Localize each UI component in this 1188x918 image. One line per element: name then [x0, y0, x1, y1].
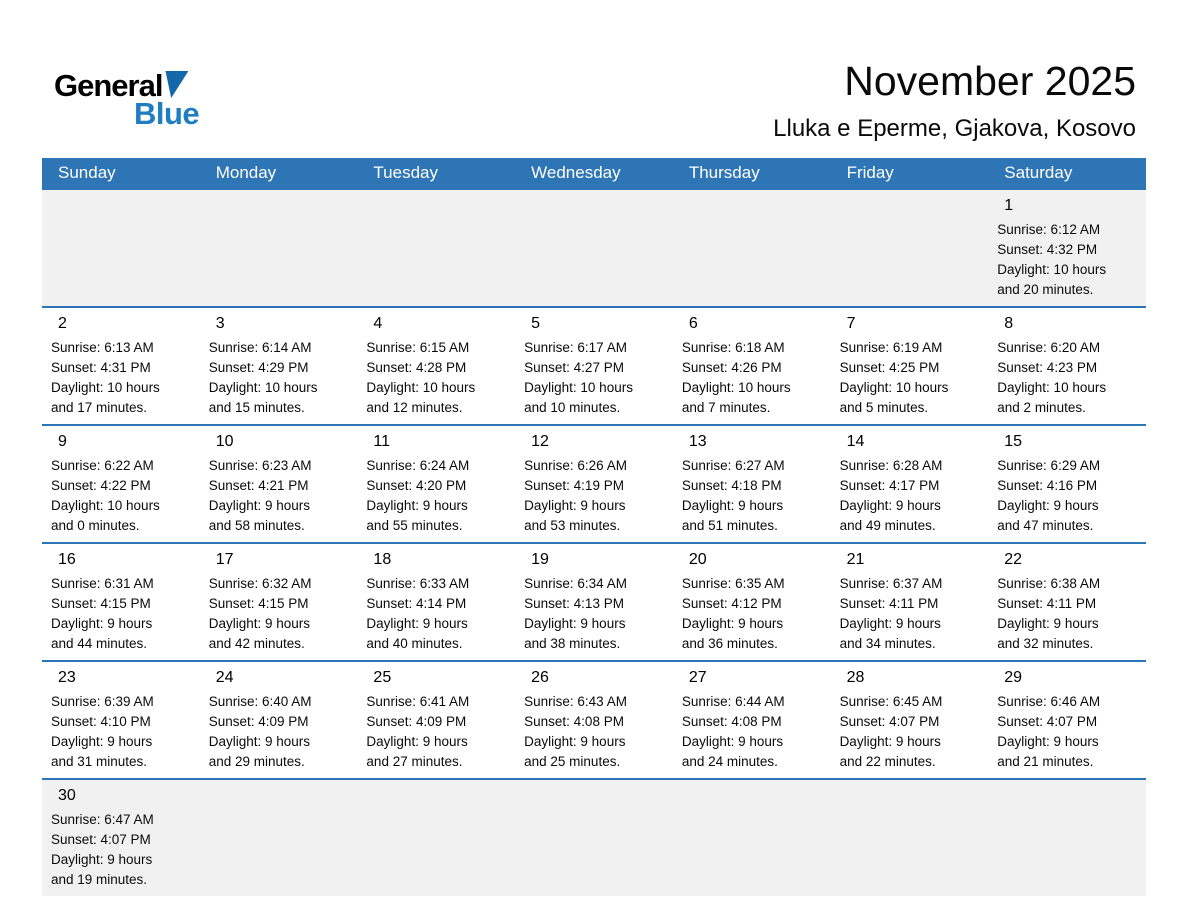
sunset-text: Sunset: 4:19 PM	[524, 478, 624, 493]
logo-triangle-icon	[165, 71, 188, 98]
daylight-text: Daylight: 9 hours	[839, 498, 941, 513]
sunrise-text: Sunrise: 6:19 AM	[839, 340, 943, 355]
daylight-text: Daylight: 10 hours	[997, 380, 1107, 395]
logo-text-general: General	[54, 68, 163, 103]
daylight-text: and 53 minutes.	[524, 518, 621, 533]
daylight-text: Daylight: 9 hours	[208, 734, 311, 749]
week-row	[42, 306, 1146, 424]
empty-day-cell	[673, 780, 831, 896]
daylight-text: Daylight: 9 hours	[681, 616, 784, 631]
day-number: 24	[215, 669, 234, 686]
day-cell	[831, 544, 989, 660]
day-number: 7	[846, 315, 856, 332]
day-number: 12	[531, 433, 549, 450]
daylight-text: Daylight: 9 hours	[839, 734, 941, 749]
daylight-text: and 47 minutes.	[997, 518, 1094, 533]
weekday-header-row	[42, 158, 1146, 188]
daylight-text: Daylight: 9 hours	[51, 734, 153, 749]
sunrise-text: Sunrise: 6:32 AM	[208, 576, 312, 591]
day-number: 26	[531, 669, 549, 686]
empty-day-cell	[988, 780, 1146, 896]
sunrise-text: Sunrise: 6:34 AM	[524, 576, 627, 591]
day-cell	[515, 426, 673, 542]
empty-day-cell	[42, 190, 200, 306]
day-number: 21	[846, 551, 865, 568]
daylight-text: and 0 minutes.	[51, 518, 140, 533]
sunrise-text: Sunrise: 6:35 AM	[681, 576, 785, 591]
day-number: 14	[846, 433, 865, 450]
day-number: 6	[688, 315, 698, 332]
day-cell	[988, 426, 1146, 542]
sunset-text: Sunset: 4:20 PM	[366, 478, 467, 493]
day-number: 27	[688, 669, 707, 686]
sunrise-text: Sunrise: 6:37 AM	[839, 576, 943, 591]
daylight-text: and 55 minutes.	[366, 518, 463, 533]
day-cell	[831, 662, 989, 778]
daylight-text: and 36 minutes.	[681, 636, 778, 651]
sunrise-text: Sunrise: 6:27 AM	[681, 458, 785, 473]
day-cell	[515, 544, 673, 660]
day-cell	[515, 662, 673, 778]
daylight-text: and 27 minutes.	[366, 754, 463, 769]
sunrise-text: Sunrise: 6:47 AM	[51, 812, 154, 827]
daylight-text: and 38 minutes.	[524, 636, 621, 651]
day-number: 1	[1004, 197, 1014, 214]
sunrise-text: Sunrise: 6:28 AM	[839, 458, 943, 473]
sunrise-text: Sunrise: 6:46 AM	[997, 694, 1101, 709]
sunrise-text: Sunrise: 6:22 AM	[51, 458, 154, 473]
day-cell	[673, 544, 831, 660]
empty-day-cell	[515, 190, 673, 306]
weekday-tuesday: Tuesday	[373, 163, 438, 182]
day-number: 10	[215, 433, 234, 450]
daylight-text: Daylight: 10 hours	[208, 380, 318, 395]
day-cell	[357, 544, 515, 660]
sunset-text: Sunset: 4:08 PM	[524, 714, 624, 729]
empty-day-cell	[200, 190, 358, 306]
day-number: 29	[1004, 669, 1023, 686]
sunrise-text: Sunrise: 6:14 AM	[208, 340, 312, 355]
day-cell	[673, 308, 831, 424]
sunset-text: Sunset: 4:07 PM	[997, 714, 1098, 729]
sunset-text: Sunset: 4:18 PM	[681, 478, 782, 493]
day-number: 13	[688, 433, 707, 450]
sunset-text: Sunset: 4:09 PM	[208, 714, 309, 729]
daylight-text: and 22 minutes.	[839, 754, 936, 769]
empty-day-cell	[831, 780, 989, 896]
sunset-text: Sunset: 4:22 PM	[51, 478, 151, 493]
daylight-text: and 25 minutes.	[524, 754, 621, 769]
logo-text-blue: Blue	[134, 96, 200, 131]
day-cell	[42, 426, 200, 542]
daylight-text: Daylight: 9 hours	[524, 616, 626, 631]
sunset-text: Sunset: 4:07 PM	[51, 832, 151, 847]
daylight-text: Daylight: 10 hours	[524, 380, 633, 395]
day-number: 19	[531, 551, 549, 568]
daylight-text: and 42 minutes.	[208, 636, 305, 651]
sunrise-text: Sunrise: 6:43 AM	[524, 694, 627, 709]
daylight-text: and 51 minutes.	[681, 518, 778, 533]
day-cell	[42, 544, 200, 660]
sunset-text: Sunset: 4:07 PM	[839, 714, 940, 729]
empty-day-cell	[357, 190, 515, 306]
daylight-text: Daylight: 10 hours	[51, 498, 160, 513]
day-cell	[831, 426, 989, 542]
week-row	[42, 542, 1146, 660]
sunrise-text: Sunrise: 6:23 AM	[208, 458, 312, 473]
sunset-text: Sunset: 4:28 PM	[366, 360, 467, 375]
daylight-text: Daylight: 9 hours	[51, 616, 153, 631]
daylight-text: Daylight: 9 hours	[681, 498, 784, 513]
sunrise-text: Sunrise: 6:24 AM	[366, 458, 470, 473]
daylight-text: Daylight: 9 hours	[997, 616, 1099, 631]
general-blue-logo	[54, 70, 199, 129]
day-cell	[988, 544, 1146, 660]
sunrise-text: Sunrise: 6:31 AM	[51, 576, 154, 591]
daylight-text: Daylight: 9 hours	[208, 616, 311, 631]
day-number: 17	[215, 551, 234, 568]
daylight-text: and 31 minutes.	[51, 754, 148, 769]
sunrise-text: Sunrise: 6:45 AM	[839, 694, 943, 709]
daylight-text: and 34 minutes.	[839, 636, 936, 651]
day-number: 28	[846, 669, 865, 686]
daylight-text: Daylight: 9 hours	[51, 852, 153, 867]
day-cell	[357, 308, 515, 424]
sunrise-text: Sunrise: 6:20 AM	[997, 340, 1101, 355]
daylight-text: Daylight: 9 hours	[524, 734, 626, 749]
sunset-text: Sunset: 4:25 PM	[839, 360, 940, 375]
weekday-friday: Friday	[846, 163, 894, 182]
sunrise-text: Sunrise: 6:15 AM	[366, 340, 470, 355]
day-cell	[200, 308, 358, 424]
day-number: 25	[373, 669, 392, 686]
empty-day-cell	[673, 190, 831, 306]
sunset-text: Sunset: 4:26 PM	[681, 360, 782, 375]
daylight-text: Daylight: 9 hours	[997, 498, 1099, 513]
day-number: 9	[58, 433, 67, 450]
daylight-text: and 32 minutes.	[997, 636, 1094, 651]
daylight-text: Daylight: 10 hours	[997, 262, 1107, 277]
empty-day-cell	[515, 780, 673, 896]
empty-day-cell	[831, 190, 989, 306]
daylight-text: and 5 minutes.	[839, 400, 929, 415]
sunset-text: Sunset: 4:17 PM	[839, 478, 940, 493]
day-number: 22	[1004, 551, 1023, 568]
day-number: 30	[58, 787, 76, 804]
day-number: 8	[1004, 315, 1014, 332]
sunset-text: Sunset: 4:21 PM	[208, 478, 309, 493]
day-number: 23	[58, 669, 76, 686]
daylight-text: Daylight: 9 hours	[366, 498, 468, 513]
weekday-monday: Monday	[215, 163, 277, 182]
day-cell	[42, 780, 200, 896]
daylight-text: Daylight: 9 hours	[366, 616, 468, 631]
day-cell	[988, 662, 1146, 778]
day-number: 5	[531, 315, 541, 332]
empty-day-cell	[200, 780, 358, 896]
daylight-text: and 29 minutes.	[208, 754, 305, 769]
day-number: 15	[1004, 433, 1023, 450]
day-number: 11	[373, 433, 391, 450]
sunset-text: Sunset: 4:11 PM	[997, 596, 1097, 611]
day-cell	[515, 308, 673, 424]
page-location: Lluka e Eperme, Gjakova, Kosovo	[773, 115, 1136, 142]
day-cell	[988, 190, 1146, 306]
sunrise-text: Sunrise: 6:29 AM	[997, 458, 1101, 473]
calendar-weeks	[42, 188, 1146, 896]
daylight-text: and 17 minutes.	[51, 400, 148, 415]
daylight-text: Daylight: 10 hours	[366, 380, 476, 395]
daylight-text: and 21 minutes.	[997, 754, 1094, 769]
day-cell	[357, 662, 515, 778]
sunset-text: Sunset: 4:08 PM	[681, 714, 782, 729]
sunset-text: Sunset: 4:12 PM	[681, 596, 782, 611]
daylight-text: and 24 minutes.	[681, 754, 778, 769]
weekday-wednesday: Wednesday	[531, 163, 621, 182]
sunrise-text: Sunrise: 6:26 AM	[524, 458, 627, 473]
sunset-text: Sunset: 4:16 PM	[997, 478, 1098, 493]
week-row	[42, 778, 1146, 896]
sunset-text: Sunset: 4:14 PM	[366, 596, 467, 611]
day-cell	[673, 426, 831, 542]
day-number: 4	[373, 315, 383, 332]
daylight-text: Daylight: 9 hours	[366, 734, 468, 749]
day-cell	[673, 662, 831, 778]
daylight-text: Daylight: 9 hours	[997, 734, 1099, 749]
daylight-text: and 44 minutes.	[51, 636, 148, 651]
day-cell	[988, 308, 1146, 424]
sunset-text: Sunset: 4:27 PM	[524, 360, 624, 375]
sunset-text: Sunset: 4:31 PM	[51, 360, 151, 375]
calendar-table	[42, 158, 1146, 896]
daylight-text: Daylight: 9 hours	[208, 498, 311, 513]
day-cell	[200, 662, 358, 778]
sunrise-text: Sunrise: 6:18 AM	[681, 340, 785, 355]
sunset-text: Sunset: 4:09 PM	[366, 714, 467, 729]
sunrise-text: Sunrise: 6:13 AM	[51, 340, 154, 355]
week-row	[42, 424, 1146, 542]
sunset-text: Sunset: 4:23 PM	[997, 360, 1098, 375]
daylight-text: and 7 minutes.	[681, 400, 771, 415]
weekday-saturday: Saturday	[1004, 163, 1073, 182]
day-number: 16	[58, 551, 76, 568]
week-row	[42, 660, 1146, 778]
daylight-text: and 12 minutes.	[366, 400, 463, 415]
daylight-text: and 58 minutes.	[208, 518, 305, 533]
daylight-text: and 49 minutes.	[839, 518, 936, 533]
day-number: 20	[688, 551, 707, 568]
sunset-text: Sunset: 4:15 PM	[208, 596, 309, 611]
week-row	[42, 188, 1146, 306]
daylight-text: Daylight: 10 hours	[839, 380, 949, 395]
sunrise-text: Sunrise: 6:39 AM	[51, 694, 154, 709]
daylight-text: Daylight: 9 hours	[839, 616, 941, 631]
empty-day-cell	[357, 780, 515, 896]
daylight-text: and 15 minutes.	[208, 400, 305, 415]
day-cell	[42, 662, 200, 778]
daylight-text: and 20 minutes.	[997, 282, 1094, 297]
daylight-text: Daylight: 9 hours	[681, 734, 784, 749]
sunset-text: Sunset: 4:13 PM	[524, 596, 624, 611]
page-title: November 2025	[844, 58, 1136, 104]
header	[773, 58, 1136, 143]
daylight-text: Daylight: 9 hours	[524, 498, 626, 513]
sunrise-text: Sunrise: 6:33 AM	[366, 576, 470, 591]
sunrise-text: Sunrise: 6:17 AM	[524, 340, 627, 355]
daylight-text: and 40 minutes.	[366, 636, 463, 651]
sunrise-text: Sunrise: 6:12 AM	[997, 222, 1101, 237]
daylight-text: and 19 minutes.	[51, 872, 148, 887]
daylight-text: Daylight: 10 hours	[51, 380, 160, 395]
daylight-text: and 10 minutes.	[524, 400, 621, 415]
day-cell	[200, 544, 358, 660]
day-cell	[831, 308, 989, 424]
day-number: 18	[373, 551, 392, 568]
sunset-text: Sunset: 4:32 PM	[997, 242, 1098, 257]
sunrise-text: Sunrise: 6:40 AM	[208, 694, 312, 709]
sunset-text: Sunset: 4:11 PM	[839, 596, 939, 611]
day-cell	[200, 426, 358, 542]
sunset-text: Sunset: 4:10 PM	[51, 714, 151, 729]
daylight-text: Daylight: 10 hours	[681, 380, 791, 395]
day-cell	[42, 308, 200, 424]
day-number: 2	[58, 315, 67, 332]
day-cell	[357, 426, 515, 542]
sunset-text: Sunset: 4:29 PM	[208, 360, 309, 375]
weekday-sunday: Sunday	[58, 163, 116, 182]
day-number: 3	[215, 315, 225, 332]
weekday-thursday: Thursday	[688, 163, 760, 182]
sunrise-text: Sunrise: 6:38 AM	[997, 576, 1101, 591]
sunrise-text: Sunrise: 6:44 AM	[681, 694, 785, 709]
daylight-text: and 2 minutes.	[997, 400, 1086, 415]
sunset-text: Sunset: 4:15 PM	[51, 596, 151, 611]
sunrise-text: Sunrise: 6:41 AM	[366, 694, 470, 709]
